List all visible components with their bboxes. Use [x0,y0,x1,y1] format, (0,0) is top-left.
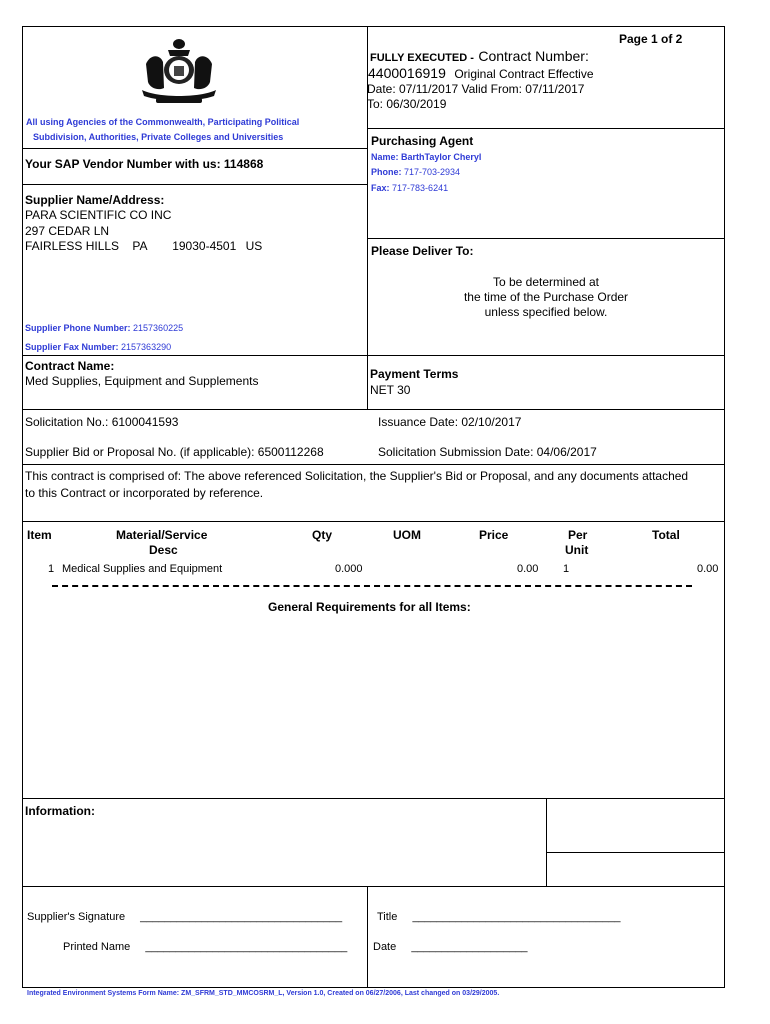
divider-h-5 [22,355,725,356]
col-header-qty: Qty [312,528,333,542]
supplier-city: FAIRLESS HILLS [25,239,120,253]
col-header-desc-1: Material/Service [116,528,208,542]
agent-name-label: Name: [371,152,399,162]
date-field[interactable] [373,941,528,953]
form-footer: Integrated Environment Systems Form Name: ZM_SFRM_STD_MMCOSRM_L, Version 1.0, Created on 06/27/2006, Last changed on 03/29/2005. [27,990,500,997]
row-price: 0.00 [517,563,539,575]
supplier-signature-label: Supplier's Signature [27,911,126,923]
row-total: 0.00 [697,563,719,575]
purchasing-agent-heading: Purchasing Agent [371,134,474,148]
agencies-text-line-1: All using Agencies of the Commonwealth, Participating Political [26,117,300,127]
title-line: __________________________________ [412,911,621,923]
contract-number-label: Contract Number: [478,48,589,64]
agent-phone [371,167,460,177]
valid-to-date: To: 06/30/2019 [367,97,447,111]
supplier-state: PA [132,239,147,253]
divider-h-4 [367,238,725,239]
supplier-fax-label: Supplier Fax Number: [25,342,119,352]
deliver-line-2: the time of the Purchase Order [463,290,629,304]
col-header-price: Price [479,528,509,542]
contract-number-row [368,65,594,83]
title-label: Title [377,911,398,923]
payment-terms-heading: Payment Terms [370,367,459,381]
divider-h-8 [22,521,725,522]
supplier-signature-line: _________________________________ [140,911,343,923]
supplier-fax [25,342,171,352]
supplier-bid-number: Supplier Bid or Proposal No. (if applicable): 6500112268 [25,445,324,459]
contract-comprised-line-1: This contract is comprised of: The above referenced Solicitation, the Supplier's Bid or Proposal, and any documents attached [25,469,689,483]
supplier-street: 297 CEDAR LN [25,224,110,238]
date-line: ___________________ [411,941,528,953]
supplier-zip: 19030-4501 [172,239,237,253]
contract-comprised-line-2: to this Contract or incorporated by reference. [25,486,264,500]
supplier-phone [25,323,183,333]
sap-vendor-number: Your SAP Vendor Number with us: 114868 [25,157,264,171]
printed-name-line: _________________________________ [145,941,348,953]
agent-fax-value: 717-783-6241 [392,183,449,193]
dashed-separator [52,585,692,587]
divider-h-3 [22,184,367,185]
agent-name-value: BarthTaylor Cheryl [401,152,482,162]
supplier-phone-value: 2157360225 [133,323,184,333]
row-description: Medical Supplies and Equipment [62,563,223,575]
commonwealth-seal-logo [138,36,220,106]
deliver-to-heading: Please Deliver To: [371,244,474,258]
issuance-date: Issuance Date: 02/10/2017 [378,415,522,429]
effective-dates: Date: 07/11/2017 Valid From: 07/11/2017 [367,82,585,96]
col-header-total: Total [652,528,680,542]
col-header-desc-2: Desc [149,543,178,557]
supplier-phone-label: Supplier Phone Number: [25,323,131,333]
supplier-signature-field[interactable] [27,911,342,923]
divider-h-11 [22,886,725,887]
divider-h-7 [22,464,725,465]
printed-name-field[interactable] [63,941,347,953]
deliver-line-1: To be determined at [492,275,600,289]
col-header-per-1: Per [568,528,588,542]
supplier-name: PARA SCIENTIFIC CO INC [25,208,172,222]
contract-name-heading: Contract Name: [25,359,115,373]
col-header-uom: UOM [393,528,421,542]
supplier-fax-value: 2157363290 [121,342,172,352]
supplier-country: US [245,239,263,253]
agent-fax [371,183,448,193]
divider-h-9 [22,798,725,799]
agencies-text-line-2: Subdivision, Authorities, Private Colleges and Universities [33,132,284,142]
col-header-per-2: Unit [565,543,589,557]
divider-vertical-info [546,798,547,886]
fully-executed-label: FULLY EXECUTED - [370,52,474,64]
row-item-number: 1 [48,563,55,575]
payment-terms-value: NET 30 [370,383,411,397]
divider-h-1 [367,128,725,129]
supplier-city-line [25,239,262,253]
agent-fax-label: Fax: [371,183,390,193]
agent-phone-value: 717-703-2934 [404,167,461,177]
contract-number: 4400016919 [368,65,446,81]
printed-name-label: Printed Name [63,941,131,953]
solicitation-number: Solicitation No.: 6100041593 [25,415,179,429]
divider-h-10 [546,852,725,853]
divider-h-2 [22,148,367,149]
divider-vertical-sign [367,886,368,988]
agent-name [371,152,481,162]
divider-h-6 [22,409,725,410]
contract-name-value: Med Supplies, Equipment and Supplements [25,374,259,388]
submission-date: Solicitation Submission Date: 04/06/2017 [378,445,597,459]
general-requirements-heading: General Requirements for all Items: [268,600,471,614]
col-header-item: Item [27,528,52,542]
contract-number-line [370,48,589,66]
title-field[interactable] [377,911,620,923]
date-label: Date [373,941,397,953]
row-per-unit: 1 [563,563,570,575]
deliver-line-3: unless specified below. [484,305,608,319]
row-quantity: 0.000 [335,563,363,575]
agent-phone-label: Phone: [371,167,402,177]
information-heading: Information: [25,804,95,818]
supplier-heading: Supplier Name/Address: [25,193,165,207]
original-effective-label: Original Contract Effective [454,67,594,81]
page-indicator: Page 1 of 2 [619,32,683,46]
